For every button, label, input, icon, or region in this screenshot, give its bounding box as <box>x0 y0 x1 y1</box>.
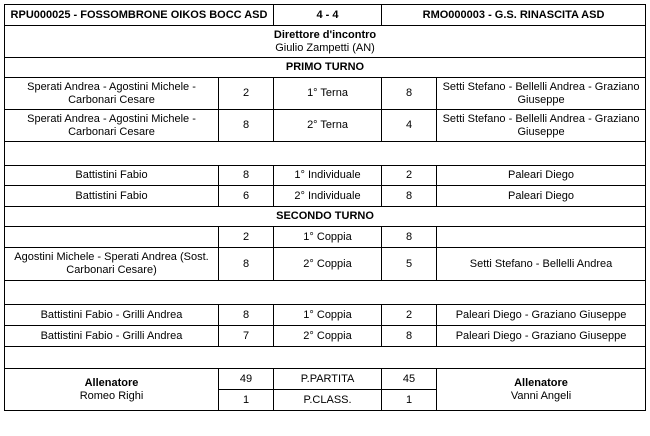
match-row <box>5 326 646 347</box>
home-players: Agostini Michele - Sperati Andrea (Sost. Carbonari Cesare) <box>5 248 219 281</box>
match-score: 4 - 4 <box>274 5 382 26</box>
game-type: 1° Individuale <box>274 166 382 186</box>
away-coach-label: Allenatore <box>514 376 568 389</box>
home-players: Battistini Fabio <box>5 186 219 207</box>
home-coach-label: Allenatore <box>84 376 139 389</box>
home-players: Battistini Fabio - Grilli Andrea <box>5 326 219 347</box>
section-title: PRIMO TURNO <box>5 58 646 78</box>
partita-label: P.PARTITA <box>274 369 382 390</box>
away-partita-points: 45 <box>382 369 437 390</box>
home-score: 2 <box>219 78 274 110</box>
away-class-points: 1 <box>382 390 437 411</box>
home-coach-cell <box>5 369 219 411</box>
away-score: 8 <box>382 227 437 248</box>
home-partita-points: 49 <box>219 369 274 390</box>
away-players <box>437 227 646 248</box>
home-score: 8 <box>219 166 274 186</box>
footer-row-partita <box>5 369 646 390</box>
game-type: 2° Coppia <box>274 326 382 347</box>
match-row <box>5 186 646 207</box>
away-players: Setti Stefano - Bellelli Andrea - Graziano Giuseppe <box>437 78 646 110</box>
match-row <box>5 248 646 281</box>
away-coach-cell <box>437 369 646 411</box>
section-secondo-turno <box>5 207 646 227</box>
director-row <box>5 26 646 58</box>
away-score: 4 <box>382 110 437 142</box>
match-row <box>5 78 646 110</box>
home-score: 7 <box>219 326 274 347</box>
home-class-points: 1 <box>219 390 274 411</box>
director-cell <box>5 26 646 58</box>
away-team-name: RMO000003 - G.S. RINASCITA ASD <box>382 5 646 26</box>
spacer-row <box>5 281 646 305</box>
home-players: Battistini Fabio <box>5 166 219 186</box>
game-type: 2° Individuale <box>274 186 382 207</box>
home-score: 8 <box>219 305 274 326</box>
away-coach-name: Vanni Angeli <box>510 389 572 402</box>
home-coach-name: Romeo Righi <box>79 389 144 402</box>
match-row <box>5 110 646 142</box>
away-players: Paleari Diego <box>437 166 646 186</box>
director-name: Giulio Zampetti (AN) <box>275 41 375 54</box>
home-score: 2 <box>219 227 274 248</box>
section-title: SECONDO TURNO <box>5 207 646 227</box>
spacer-cell <box>5 281 646 305</box>
home-score: 8 <box>219 248 274 281</box>
game-type: 1° Coppia <box>274 227 382 248</box>
game-type: 2° Coppia <box>274 248 382 281</box>
home-players: Sperati Andrea - Agostini Michele - Carbonari Cesare <box>5 110 219 142</box>
home-players: Battistini Fabio - Grilli Andrea <box>5 305 219 326</box>
section-primo-turno <box>5 58 646 78</box>
home-score: 8 <box>219 110 274 142</box>
home-players <box>5 227 219 248</box>
away-players: Paleari Diego - Graziano Giuseppe <box>437 326 646 347</box>
away-score: 8 <box>382 326 437 347</box>
header-row <box>5 5 646 26</box>
away-score: 5 <box>382 248 437 281</box>
game-type: 2° Terna <box>274 110 382 142</box>
spacer-cell <box>5 347 646 369</box>
match-row <box>5 166 646 186</box>
away-score: 8 <box>382 78 437 110</box>
away-score: 2 <box>382 166 437 186</box>
spacer-row <box>5 142 646 166</box>
home-players: Sperati Andrea - Agostini Michele - Carbonari Cesare <box>5 78 219 110</box>
match-row <box>5 305 646 326</box>
away-players: Setti Stefano - Bellelli Andrea - Graziano Giuseppe <box>437 110 646 142</box>
game-type: 1° Terna <box>274 78 382 110</box>
spacer-row <box>5 347 646 369</box>
director-label: Direttore d'incontro <box>273 28 377 41</box>
match-report-table <box>4 4 646 411</box>
away-players: Setti Stefano - Bellelli Andrea <box>437 248 646 281</box>
away-players: Paleari Diego - Graziano Giuseppe <box>437 305 646 326</box>
game-type: 1° Coppia <box>274 305 382 326</box>
match-row <box>5 227 646 248</box>
away-players: Paleari Diego <box>437 186 646 207</box>
home-score: 6 <box>219 186 274 207</box>
away-score: 8 <box>382 186 437 207</box>
away-score: 2 <box>382 305 437 326</box>
class-label: P.CLASS. <box>274 390 382 411</box>
spacer-cell <box>5 142 646 166</box>
home-team-name: RPU000025 - FOSSOMBRONE OIKOS BOCC ASD <box>5 5 274 26</box>
